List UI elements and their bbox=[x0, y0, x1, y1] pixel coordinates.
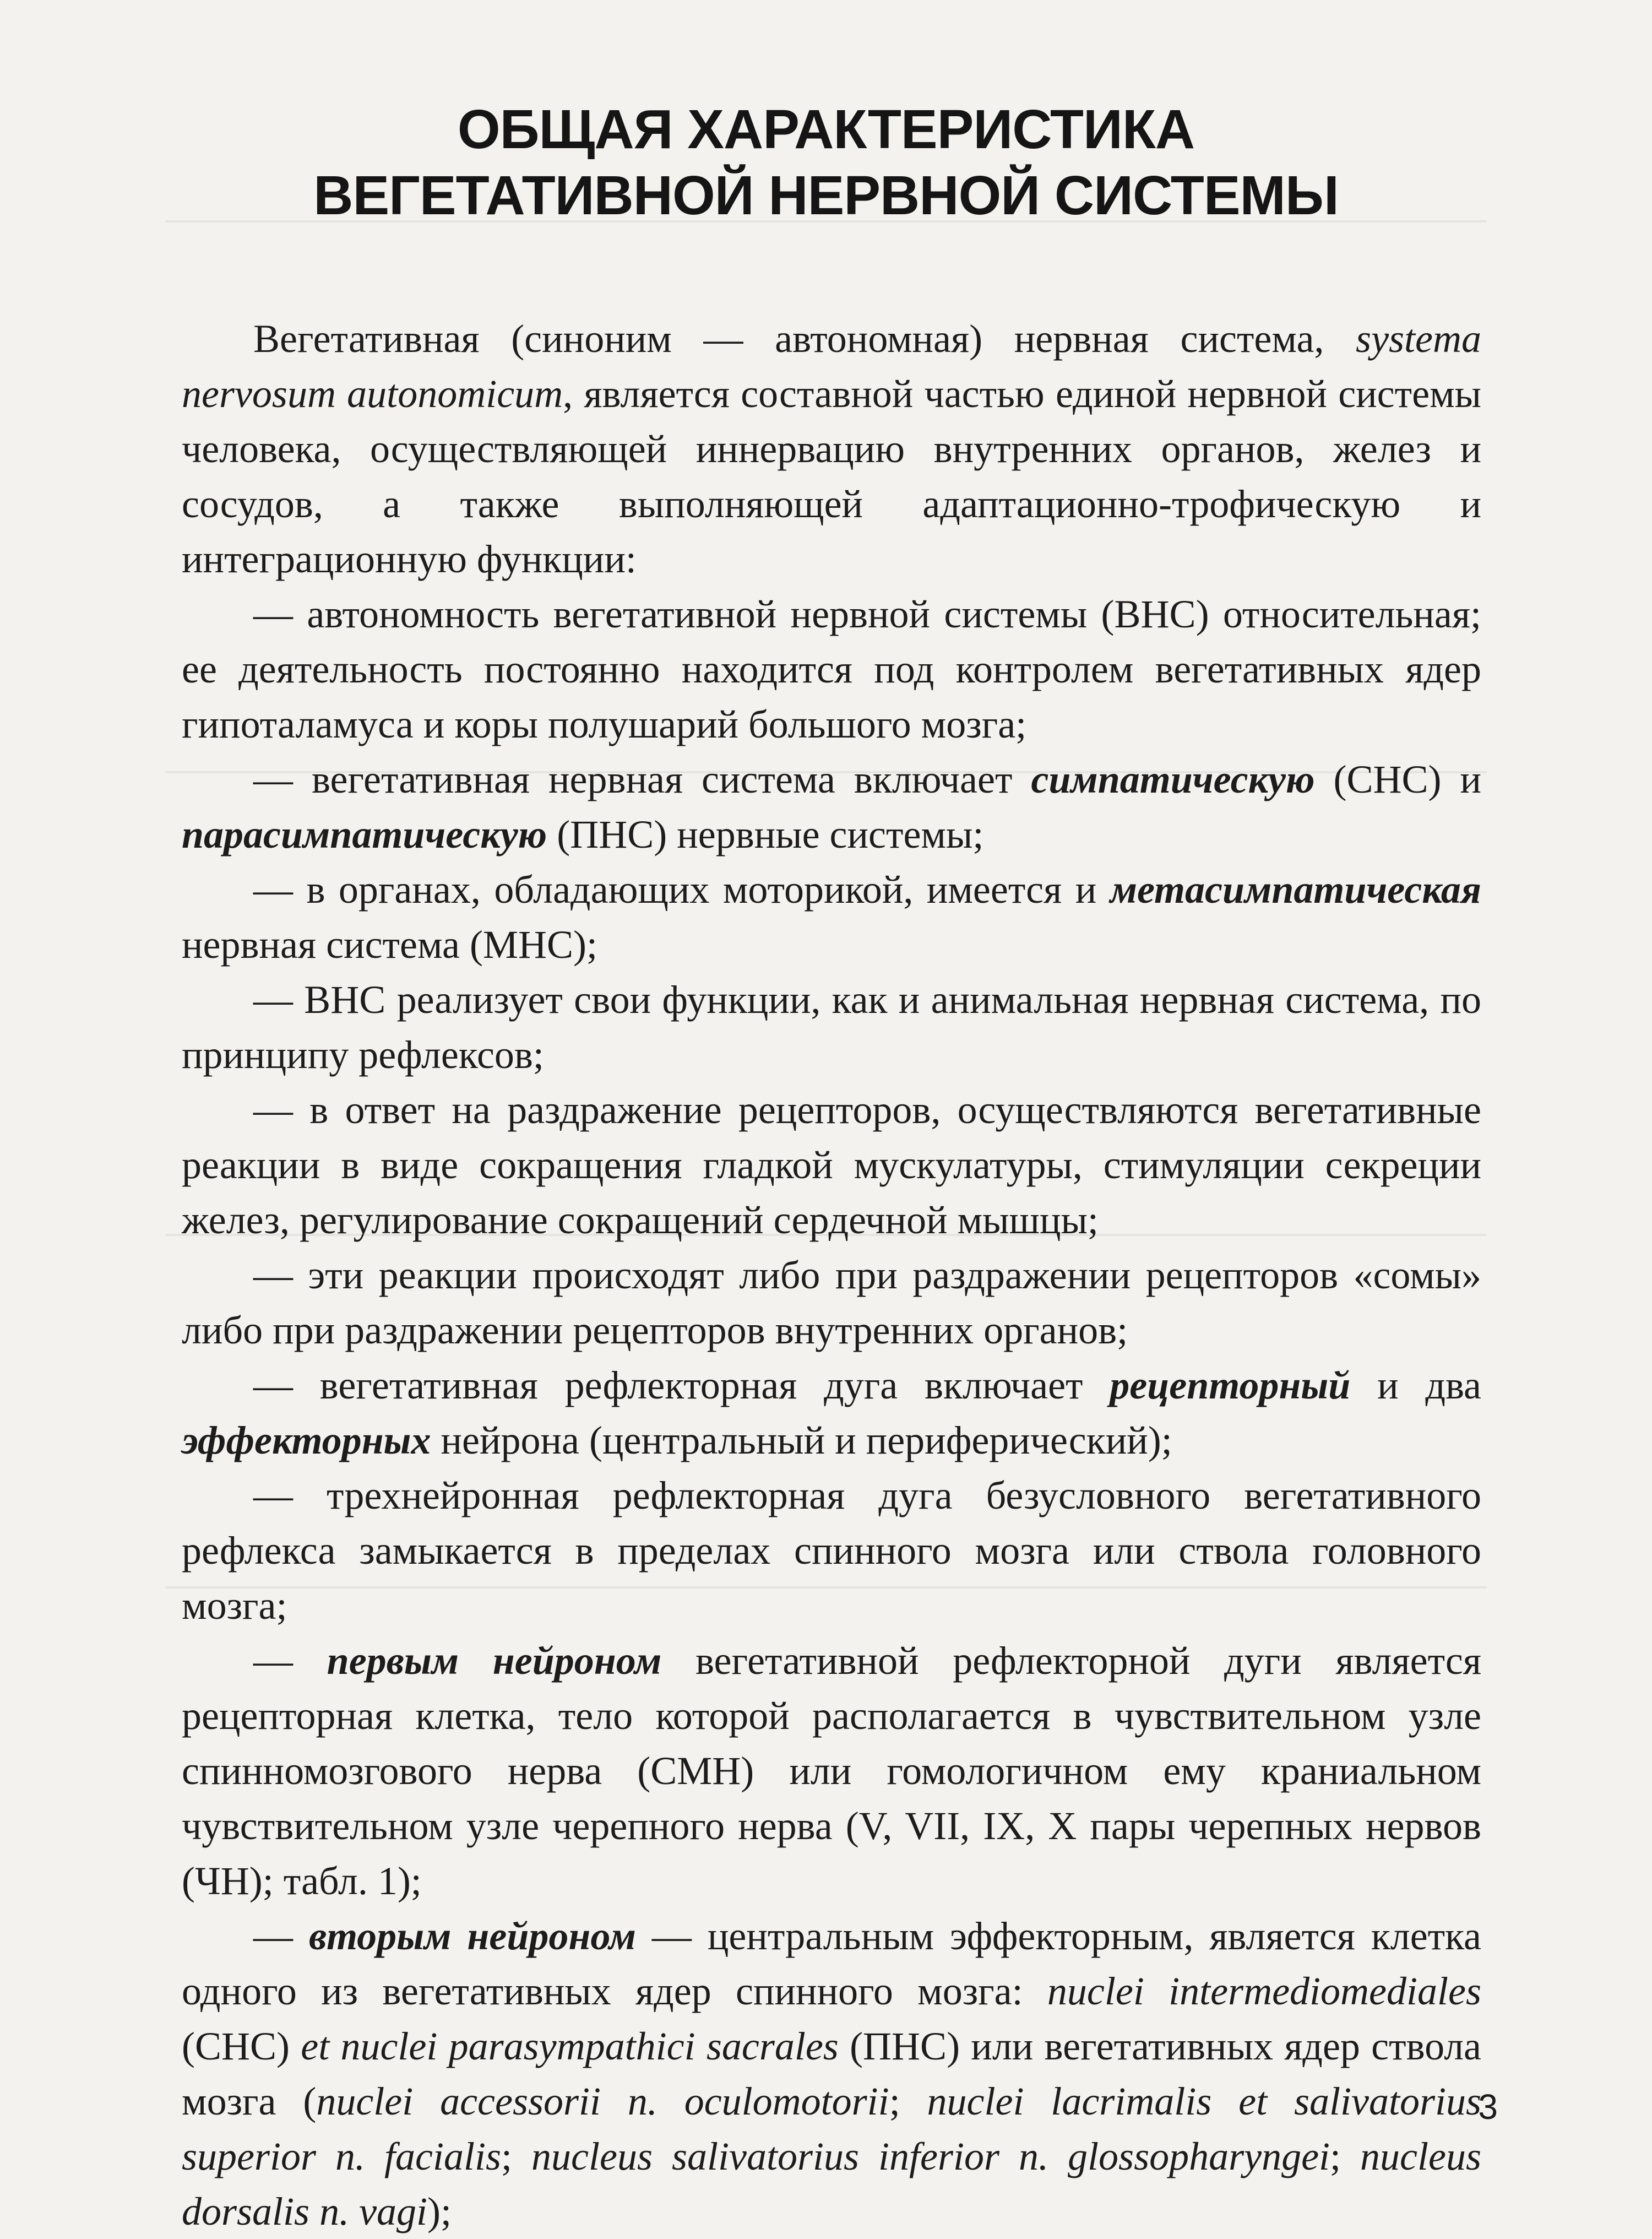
page-title bbox=[165, 96, 1487, 229]
item-text: и два bbox=[1350, 1363, 1481, 1407]
list-item: — ВНС реализует свои функции, как и анимальная нервная система, по принципу рефлексов; bbox=[182, 978, 1481, 1077]
list-item: — в ответ на раздражение рецепторов, осуществляются вегетативные реакции в виде сокращения гладкой мускулатуры, стимуляции секреции желез, регулирование сокращений сердечной мышцы; bbox=[182, 1088, 1481, 1242]
item-text: ; bbox=[1330, 2134, 1361, 2178]
item-text: ; bbox=[501, 2134, 532, 2178]
item-text: — вегетативная нервная система включает bbox=[253, 757, 1031, 801]
body-text bbox=[182, 311, 1481, 2239]
item-text: нейрона (центральный и периферический); bbox=[431, 1418, 1172, 1462]
page-title-line-2: ВЕГЕТАТИВНОЙ НЕРВНОЙ СИСТЕМЫ bbox=[313, 165, 1339, 226]
item-bold-term: парасимпатическую bbox=[182, 812, 547, 856]
list-item bbox=[182, 1358, 1481, 1468]
item-text: — в органах, обладающих моторикой, имеется и bbox=[253, 868, 1110, 912]
item-text: — bbox=[253, 1914, 309, 1958]
item-bold-term: первым нейроном bbox=[327, 1639, 662, 1683]
item-latin-term: et nuclei parasympathici sacrales bbox=[301, 2024, 839, 2068]
item-text: нервная система (МНС); bbox=[182, 923, 597, 967]
item-latin-term: nucleus dorsalis n. vagi bbox=[182, 2134, 1481, 2233]
list-item bbox=[182, 1909, 1481, 2239]
intro-paragraph bbox=[182, 311, 1481, 587]
item-text: (СНС) и bbox=[1314, 757, 1482, 801]
item-text: ); bbox=[427, 2189, 452, 2233]
item-latin-term: nucleus salivatorius inferior n. glossopharyngei bbox=[531, 2134, 1330, 2178]
item-text: ; bbox=[889, 2079, 927, 2123]
list-item bbox=[182, 1633, 1481, 1909]
intro-text-1: Вегетативная (синоним — автономная) нервная система, bbox=[253, 317, 1356, 361]
item-latin-term: nuclei lacrimalis et salivatorius superior n. facialis bbox=[182, 2079, 1481, 2178]
intro-latin-term: systema nervosum autonomicum bbox=[182, 317, 1481, 416]
page-title-line-1: ОБЩАЯ ХАРАКТЕРИСТИКА bbox=[457, 99, 1195, 160]
item-text: (ПНС) или вегетативных ядер ствола мозга ( bbox=[182, 2024, 1482, 2123]
list-item: — трехнейронная рефлекторная дуга безусловного вегетативного рефлекса замыкается в пределах спинного мозга или ствола головного мозга; bbox=[182, 1473, 1481, 1628]
item-text: вегетативной рефлекторной дуги является рецепторная клетка, тело которой располагается в чувствительном узле спинномозгового нерва (СМН) или гомологичном ему краниальном чувствительном узле черепного нерва (V, VII, IX, X пары черепных нервов (ЧН); табл. 1); bbox=[182, 1639, 1481, 1903]
list-item: — автономность вегетативной нервной системы (ВНС) относительная; ее деятельность постоянно находится под контролем вегетативных ядер гипоталамуса и коры полушарий большого мозга; bbox=[182, 592, 1481, 746]
item-bold-term: метасимпатическая bbox=[1110, 868, 1481, 912]
item-text: (ПНС) нервные системы; bbox=[547, 812, 984, 856]
item-bold-term: эффекторных bbox=[182, 1418, 431, 1462]
item-bold-term: вторым нейроном bbox=[308, 1914, 636, 1958]
item-text: — bbox=[253, 1639, 327, 1683]
list-item: — эти реакции происходят либо при раздражении рецепторов «сомы» либо при раздражении рецепторов внутренних органов; bbox=[182, 1253, 1481, 1352]
item-text: (СНС) bbox=[182, 2024, 301, 2068]
list-item bbox=[182, 862, 1481, 972]
intro-text-2: , является составной частью единой нервной системы человека, осуществляющей иннервацию внутренних органов, желез и сосудов, а также выполняющей адаптационно-трофическую и интеграционную функции: bbox=[182, 372, 1481, 581]
item-text: — центральным эффекторным, является клетка одного из вегетативных ядер спинного мозга: bbox=[182, 1914, 1481, 2013]
item-bold-term: симпатическую bbox=[1031, 757, 1315, 801]
item-latin-term: nuclei accessorii n. oculomotorii bbox=[316, 2079, 889, 2123]
list-item bbox=[182, 752, 1481, 862]
item-latin-term: nuclei intermediomediales bbox=[1047, 1969, 1481, 2013]
page-number: 3 bbox=[1478, 2087, 1498, 2127]
item-text: — вегетативная рефлекторная дуга включает bbox=[253, 1363, 1110, 1407]
item-bold-term: рецепторный bbox=[1110, 1363, 1351, 1407]
